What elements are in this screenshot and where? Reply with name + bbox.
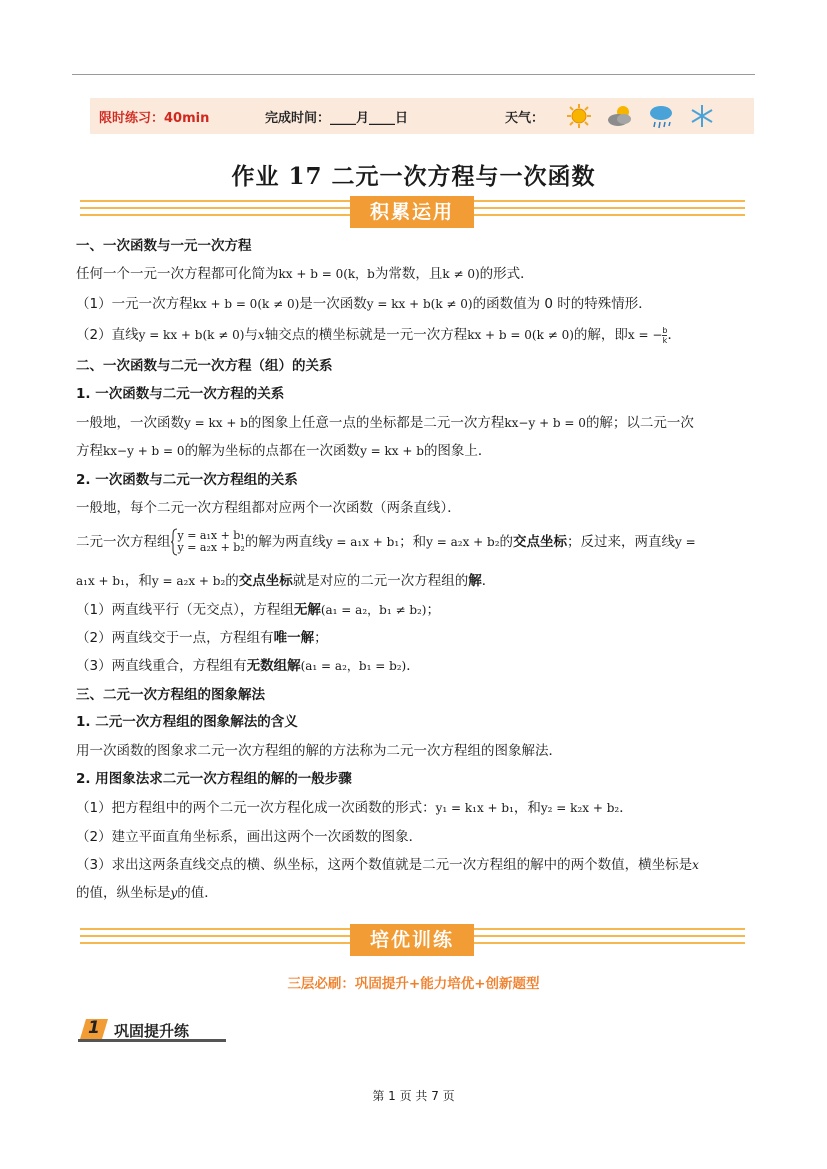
s1-paragraph-1: 任何一个一元一次方程都可化简为kx + b = 0(k，b为常数，且k ≠ 0)的形式．	[76, 266, 534, 282]
section-label-training: 培优训练	[350, 924, 474, 956]
equation-system: y = a₁x + b₁ y = a₂x + b₂	[177, 529, 245, 554]
partly-cloudy-icon	[606, 102, 634, 130]
training-subtitle: 三层必刷：巩固提升+能力培优+创新题型	[287, 976, 540, 992]
s3-sub-2-heading: 2. 用图象法求二元一次方程组的解的一般步骤	[76, 771, 352, 787]
practice-banner	[90, 98, 754, 134]
sun-icon	[565, 102, 593, 130]
s2-1-paragraph-line-2: 方程kx−y + b = 0的解为坐标的点都在一次函数y = kx + b的图象上．	[76, 443, 492, 459]
level-1-label: 巩固提升练	[114, 1022, 190, 1040]
completion-time: 完成时间：____月____日	[265, 111, 409, 126]
s2-2-paragraph-2: 二元一次方程组 y = a₁x + b₁ y = a₂x + b₂ 的解为两直线y = a₁x + b₁；和y = a₂x + b₂的交点坐标；反过来，两直线y =	[76, 529, 696, 554]
s2-1-paragraph-line-1: 一般地，一次函数y = kx + b的图象上任意一点的坐标都是二元一次方程kx−y + b = 0的解；以二元一次	[76, 415, 694, 431]
section-2-heading: 二、一次函数与二元一次方程（组）的关系	[76, 358, 333, 374]
level-1-badge: 1 巩固提升练	[78, 1017, 226, 1043]
section-1-heading: 一、一次函数与一元一次方程	[76, 238, 252, 254]
s2-2-item-1: （1）两直线平行（无交点），方程组无解(a₁ = a₂，b₁ ≠ b₂)；	[76, 602, 440, 618]
s1-item-2: （2）直线y = kx + b(k ≠ 0)与x轴交点的横坐标就是一元一次方程kx + b = 0(k ≠ 0)的解，即x = − $\frac{b}{k}$ ．	[76, 325, 681, 345]
s1-item-1: （1）一元一次方程kx + b = 0(k ≠ 0)是一次函数y = kx + b(k ≠ 0)的函数值为 0 时的特殊情形．	[76, 296, 652, 312]
rain-cloud-icon	[647, 102, 675, 130]
snowflake-icon	[688, 102, 716, 130]
s2-sub-2-heading: 2. 一次函数与二元一次方程组的关系	[76, 472, 298, 488]
s2-2-paragraph-3: a₁x + b₁，和y = a₂x + b₂的交点坐标就是对应的二元一次方程组的解．	[76, 573, 496, 589]
page-footer: 第 1 页 共 7 页	[372, 1089, 455, 1103]
fraction-b-over-k: $\frac{b}{k}$	[662, 325, 668, 345]
s3-2-item-2: （2）建立平面直角坐标系，画出这两个一次函数的图象．	[76, 829, 423, 845]
s3-2-item-1: （1）把方程组中的两个二元一次方程化成一次函数的形式：y₁ = k₁x + b₁，和y₂ = k₂x + b₂．	[76, 800, 633, 816]
s2-2-item-3: （3）两直线重合，方程组有无数组解(a₁ = a₂，b₁ = b₂)．	[76, 658, 420, 674]
s2-2-paragraph-1: 一般地，每个二元一次方程组都对应两个一次函数（两条直线）．	[76, 500, 461, 516]
header-rule	[72, 74, 755, 75]
s3-2-item-3: （3）求出这两条直线交点的横、纵坐标，这两个数值就是二元一次方程组的解中的两个数值，横坐标是x	[76, 857, 699, 873]
section-label-accumulate: 积累运用	[350, 196, 474, 228]
s3-sub-1-heading: 1. 二元一次方程组的图象解法的含义	[76, 714, 298, 730]
equation-system-brace	[171, 528, 178, 556]
time-limit: 限时练习：40min	[99, 111, 210, 126]
page-title: 作业 17 二元一次方程与一次函数	[231, 163, 596, 190]
s2-sub-1-heading: 1. 一次函数与二元一次方程的关系	[76, 386, 285, 402]
s2-2-item-2: （2）两直线交于一点，方程组有唯一解；	[76, 630, 328, 646]
s3-2-item-3-cont: 的值，纵坐标是y的值．	[76, 885, 218, 901]
weather-label: 天气：	[505, 111, 545, 126]
section-3-heading: 三、二元一次方程组的图象解法	[76, 687, 265, 703]
s3-1-paragraph: 用一次函数的图象求二元一次方程组的解的方法称为二元一次方程组的图象解法．	[76, 743, 562, 759]
